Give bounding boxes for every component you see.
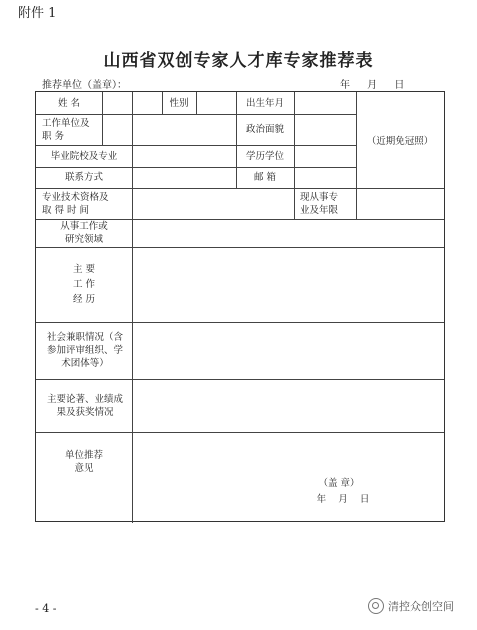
watermark — [368, 598, 454, 614]
recommending-org-label: 推荐单位（盖章）： — [42, 80, 127, 91]
gender-label: 性别 — [169, 97, 189, 109]
postal-label: 邮 箱 — [253, 172, 277, 183]
column-divider — [132, 92, 133, 523]
contact-label: 联系方式 — [64, 172, 103, 183]
attachment-label: 附件 1 — [18, 6, 57, 21]
social-positions-label: 社会兼职情况（含 参加评审组织、学 术团体等） — [46, 332, 123, 369]
column-divider — [294, 92, 295, 219]
degree-label: 学历学位 — [245, 150, 284, 162]
qualification-label: 专业技术资格及 取 得 时 间 — [42, 191, 109, 216]
birth-label: 出生年月 — [245, 97, 284, 109]
political-status-label: 政治面貌 — [245, 124, 284, 135]
page-number: - 4 - — [35, 602, 57, 615]
name-label: 姓 名 — [57, 97, 81, 109]
recommendation-form — [35, 91, 445, 522]
work-unit-label: 工作单位及 职 务 — [42, 117, 90, 142]
wechat-icon — [368, 598, 384, 614]
page-title: 山西省双创专家人才库专家推荐表 — [103, 51, 374, 71]
seal-label: （盖 章） — [318, 477, 360, 489]
column-divider — [102, 92, 103, 145]
achievements-label: 主要论著、业绩成 果及获奖情况 — [46, 393, 123, 418]
field-label: 从事工作或 研究领域 — [60, 221, 108, 245]
watermark-text: 清控众创空间 — [388, 600, 454, 613]
current-major-label: 现从事专 业及年限 — [300, 191, 339, 216]
unit-opinion-label: 单位推荐 意见 — [64, 450, 103, 474]
header-date: 年 月 日 — [340, 80, 405, 91]
photo-placeholder: （近期免冠照） — [366, 136, 434, 147]
experience-label: 主 要 工 作 经 历 — [72, 264, 96, 305]
column-divider — [196, 92, 197, 114]
school-major-label: 毕业院校及专业 — [50, 150, 118, 162]
sign-date: 年 月 日 — [316, 493, 370, 505]
